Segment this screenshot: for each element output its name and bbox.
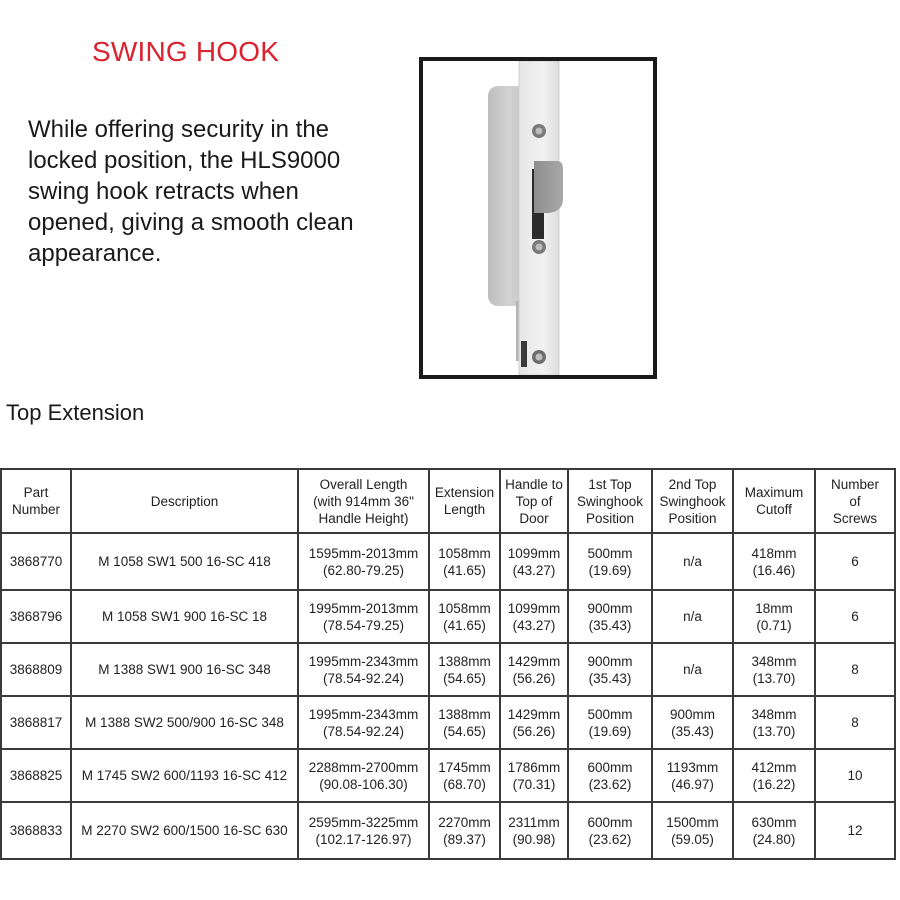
overall-length-cell: 2595mm-3225mm (102.17-126.97) bbox=[298, 802, 429, 859]
second-top-swinghook-cell: n/a bbox=[652, 643, 733, 696]
column-header-number-of-screws: Number of Screws bbox=[815, 469, 895, 533]
lower-bolt bbox=[521, 341, 527, 367]
description-cell: M 1058 SW1 900 16-SC 18 bbox=[71, 590, 298, 643]
maximum-cutoff-cell: 412mm (16.22) bbox=[733, 749, 815, 802]
second-top-swinghook-cell: 900mm (35.43) bbox=[652, 696, 733, 749]
product-photo bbox=[419, 57, 657, 379]
maximum-cutoff-cell: 418mm (16.46) bbox=[733, 533, 815, 590]
first-top-swinghook-cell: 600mm (23.62) bbox=[568, 749, 652, 802]
table-header-row bbox=[1, 469, 895, 533]
overall-length-cell: 1995mm-2343mm (78.54-92.24) bbox=[298, 696, 429, 749]
overall-length-cell: 2288mm-2700mm (90.08-106.30) bbox=[298, 749, 429, 802]
screw-icon bbox=[532, 124, 546, 138]
maximum-cutoff-cell: 348mm (13.70) bbox=[733, 643, 815, 696]
screws-cell: 6 bbox=[815, 590, 895, 643]
column-header-first-top-swinghook: 1st Top Swinghook Position bbox=[568, 469, 652, 533]
column-header-part-number: Part Number bbox=[1, 469, 71, 533]
first-top-swinghook-cell: 500mm (19.69) bbox=[568, 696, 652, 749]
second-top-swinghook-cell: 1500mm (59.05) bbox=[652, 802, 733, 859]
extension-length-cell: 1058mm (41.65) bbox=[429, 533, 500, 590]
part-number-cell: 3868770 bbox=[1, 533, 71, 590]
screws-cell: 6 bbox=[815, 533, 895, 590]
column-header-description: Description bbox=[71, 469, 298, 533]
handle-to-top-cell: 2311mm (90.98) bbox=[500, 802, 568, 859]
description-cell: M 1388 SW1 900 16-SC 348 bbox=[71, 643, 298, 696]
first-top-swinghook-cell: 600mm (23.62) bbox=[568, 802, 652, 859]
section-title: Top Extension bbox=[6, 400, 145, 425]
handle-to-top-cell: 1099mm (43.27) bbox=[500, 590, 568, 643]
first-top-swinghook-cell: 900mm (35.43) bbox=[568, 643, 652, 696]
page-title: SWING HOOK bbox=[92, 36, 280, 67]
extension-length-cell: 2270mm (89.37) bbox=[429, 802, 500, 859]
description-cell: M 1745 SW2 600/1193 16-SC 412 bbox=[71, 749, 298, 802]
table-row bbox=[1, 533, 895, 590]
part-number-cell: 3868796 bbox=[1, 590, 71, 643]
part-number-cell: 3868825 bbox=[1, 749, 71, 802]
second-top-swinghook-cell: n/a bbox=[652, 590, 733, 643]
maximum-cutoff-cell: 348mm (13.70) bbox=[733, 696, 815, 749]
description-cell: M 1388 SW2 500/900 16-SC 348 bbox=[71, 696, 298, 749]
overall-length-cell: 1995mm-2343mm (78.54-92.24) bbox=[298, 643, 429, 696]
column-header-overall-length: Overall Length (with 914mm 36" Handle Height) bbox=[298, 469, 429, 533]
second-top-swinghook-cell: 1193mm (46.97) bbox=[652, 749, 733, 802]
column-header-maximum-cutoff: Maximum Cutoff bbox=[733, 469, 815, 533]
screws-cell: 8 bbox=[815, 643, 895, 696]
second-top-swinghook-cell: n/a bbox=[652, 533, 733, 590]
swing-hook-lock-illustration bbox=[423, 61, 653, 375]
column-header-extension-length: Extension Length bbox=[429, 469, 500, 533]
description-cell: M 1058 SW1 500 16-SC 418 bbox=[71, 533, 298, 590]
part-number-cell: 3868817 bbox=[1, 696, 71, 749]
screws-cell: 12 bbox=[815, 802, 895, 859]
first-top-swinghook-cell: 500mm (19.69) bbox=[568, 533, 652, 590]
extension-length-cell: 1745mm (68.70) bbox=[429, 749, 500, 802]
swing-hook bbox=[534, 161, 563, 213]
extension-length-cell: 1388mm (54.65) bbox=[429, 696, 500, 749]
handle-to-top-cell: 1099mm (43.27) bbox=[500, 533, 568, 590]
maximum-cutoff-cell: 630mm (24.80) bbox=[733, 802, 815, 859]
screws-cell: 8 bbox=[815, 696, 895, 749]
top-extension-table bbox=[0, 468, 896, 860]
first-top-swinghook-cell: 900mm (35.43) bbox=[568, 590, 652, 643]
table-row bbox=[1, 590, 895, 643]
column-header-handle-to-top: Handle to Top of Door bbox=[500, 469, 568, 533]
product-description: While offering security in the locked position, the HLS9000 swing hook retracts when opened, giving a smooth clean appearance. bbox=[28, 116, 354, 267]
screw-icon bbox=[532, 350, 546, 364]
table-row bbox=[1, 696, 895, 749]
table-row bbox=[1, 802, 895, 859]
handle-to-top-cell: 1786mm (70.31) bbox=[500, 749, 568, 802]
description-cell: M 2270 SW2 600/1500 16-SC 630 bbox=[71, 802, 298, 859]
column-header-second-top-swinghook: 2nd Top Swinghook Position bbox=[652, 469, 733, 533]
extension-length-cell: 1388mm (54.65) bbox=[429, 643, 500, 696]
handle-to-top-cell: 1429mm (56.26) bbox=[500, 643, 568, 696]
extension-length-cell: 1058mm (41.65) bbox=[429, 590, 500, 643]
overall-length-cell: 1995mm-2013mm (78.54-79.25) bbox=[298, 590, 429, 643]
table-row bbox=[1, 643, 895, 696]
part-number-cell: 3868809 bbox=[1, 643, 71, 696]
screw-icon bbox=[532, 240, 546, 254]
overall-length-cell: 1595mm-2013mm (62.80-79.25) bbox=[298, 533, 429, 590]
part-number-cell: 3868833 bbox=[1, 802, 71, 859]
handle-to-top-cell: 1429mm (56.26) bbox=[500, 696, 568, 749]
table-row bbox=[1, 749, 895, 802]
maximum-cutoff-cell: 18mm (0.71) bbox=[733, 590, 815, 643]
screws-cell: 10 bbox=[815, 749, 895, 802]
